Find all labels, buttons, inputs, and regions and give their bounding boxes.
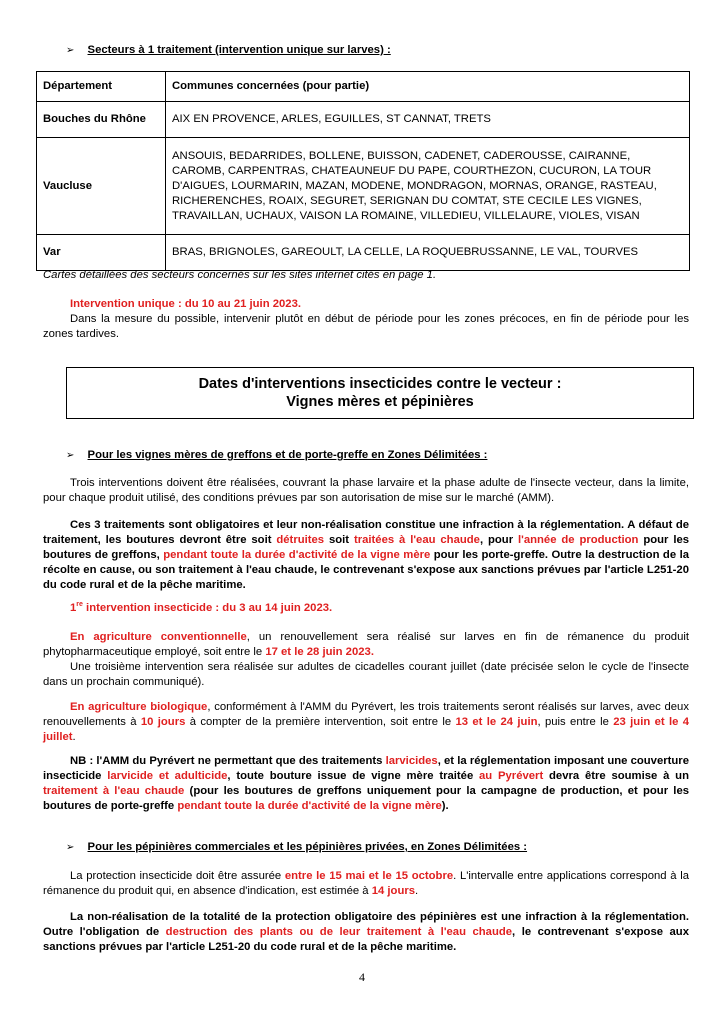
section-heading-3 [66,840,527,855]
table-cell-communes: BRAS, BRIGNOLES, GAREOULT, LA CELLE, LA ROQUEBRUSSANNE, LE VAL, TOURVES [166,235,690,271]
text-run: pour les boutures de greffons, [43,534,690,561]
paragraph-obligations [43,518,689,593]
arrow-bullet-icon: ➢ [66,450,75,461]
paragraph-third-intervention: Une troisième intervention sera réalisée sur adultes de cicadelles courant juillet (date précisée selon le cycle de l'insecte dans un prochain communiqué). [43,661,689,688]
text-run-red: En agriculture conventionnelle [70,631,247,643]
text-run: . [72,731,76,743]
text-run-red: larvicide et adulticide [107,770,228,782]
text-run-red: destruction des plants ou de leur traitement à l'eau chaude [165,926,513,938]
text-run-red: détruites [276,534,325,546]
section-heading-text: Secteurs à 1 traitement (intervention unique sur larves) : [87,44,391,56]
text-run: pour les porte-greffe. Outre la destruction de la récolte en cause, ou son traitement à l'eau chaude, le contrevenant s'expose aux sanctions prévues par l'article L251-20 du code rural et de la pêche maritime. [43,549,689,591]
text-run: (pour les boutures de greffons uniquement pour la campagne de production, et pour les boutures de porte-greffe [43,785,690,812]
text-run: , conformément à l'AMM du Pyrévert, les trois traitements seront réalisés sur larves, avec deux renouvellements à [43,701,689,728]
text-run: , le contrevenant s'expose aux sanctions prévues par l'article L251-20 du code rural et de la pêche maritime. [43,926,689,953]
table-cell-communes: ANSOUIS, BEDARRIDES, BOLLENE, BUISSON, CADENET, CADEROUSSE, CAIRANNE, CAROMB, CARPENTRAS, CHATEAUNEUF DU PAPE, COURTHEZON, CUCURON, LA TOUR D'AIGUES, LOURMARIN, MAZAN, MODENE, MONDRAGON, MORNAS, ORANGE, RASTEAU, RICHERENCHES, ROAIX, SEGURET, SERIGNAN DU COMTAT, STE CECILE LES VIGNES, TRAVAILLAN, UCHAUX, VAISON LA ROMAINE, VILLEDIEU, VILLELAURE, VIOLES, VISAN [166,138,690,235]
table-header-cell: Département [37,72,166,102]
text-run-red: 13 et le 24 juin [455,716,538,728]
arrow-bullet-icon: ➢ [66,45,75,56]
paragraph-nb [43,754,689,814]
text-run: . L'intervalle entre applications correspond à la rémanence du produit qui, en absence d'indication, est estimée à [43,870,689,897]
text-run-red: En agriculture biologique [70,701,208,713]
text-run: ). [441,800,449,812]
text-run: La protection insecticide doit être assurée [70,870,285,882]
section-heading-1 [66,43,391,58]
text-run: , un renouvellement sera réalisé sur larves en fin de rémanence du produit phytopharmaceutique employé, soit entre le [43,631,689,658]
box-title-line: Dates d'interventions insecticides contre le vecteur : [198,376,562,392]
section-heading-2 [66,448,487,463]
text-run: soit [324,534,354,546]
text-run: , pour [479,534,518,546]
table-cell-dept: Bouches du Rhône [37,102,166,138]
text-run: . [415,885,419,897]
text-run: à compter de la première intervention, soit entre le [185,716,456,728]
page-number: 4 [359,970,365,984]
text-run: Ces 3 traitements sont obligatoires et leur non-réalisation constitue une infraction à la réglementation. A défaut de traitement, les boutures devront être soit [43,519,689,546]
text-run-red: 23 juin et le 4 juillet [43,716,690,743]
paragraph-sanctions [43,910,689,955]
text-run: , toute bouture issue de vigne mère traitée [227,770,480,782]
table-header-cell: Communes concernées (pour partie) [166,72,690,102]
paragraph-organic [43,700,689,745]
text-run: 1 [70,602,77,614]
table-row [37,102,690,138]
text-run-red: 10 jours [140,716,186,728]
text-run-red: traitées à l'eau chaude [353,534,480,546]
text-run-red: traitement à l'eau chaude [43,785,185,797]
text-run: , puis entre le [537,716,614,728]
table-header-row [37,72,690,102]
superscript: re [76,601,83,609]
intervention-dates: Intervention unique : du 10 au 21 juin 2023. [70,298,302,310]
paragraph-conventional [43,630,689,660]
table-caption: Cartes détaillées des secteurs concernés sur les sites internet cités en page 1. [43,269,437,281]
table-cell-dept: Vaucluse [37,138,166,235]
text-run-red: pendant toute la durée d'activité de la vigne mère [177,800,442,812]
communes-table [36,71,690,271]
table-row [37,138,690,235]
text-run-red: l'année de production [518,534,639,546]
box-title-line: Vignes mères et pépinières [286,394,474,410]
section-heading-text: Pour les vignes mères de greffons et de porte-greffe en Zones Délimitées : [87,449,488,461]
text-run: NB : l'AMM du Pyrévert ne permettant que des traitements [70,755,386,767]
text-run-red: larvicides [385,755,438,767]
text-run: , et la réglementation imposant une couverture insecticide [43,755,689,782]
table-cell-communes: AIX EN PROVENCE, ARLES, EGUILLES, ST CANNAT, TRETS [166,102,690,138]
text-run-red: pendant toute la durée d'activité de la vigne mère [163,549,431,561]
intervention-note: Dans la mesure du possible, intervenir plutôt en début de période pour les zones précoces, en fin de période pour les zones tardives. [43,313,689,340]
table-cell-dept: Var [37,235,166,271]
text-run-red: au Pyrévert [479,770,544,782]
first-intervention-dates [70,601,332,616]
paragraph-interventions: Trois interventions doivent être réalisées, couvrant la phase larvaire et la phase adulte de l'insecte vecteur, dans la limite, pour chaque produit utilisé, des conditions prévues par son autorisation de mise sur le marché (AMM). [43,477,689,504]
section-title-box [66,367,694,419]
paragraph-protection [43,869,689,899]
text-run: La non-réalisation de la totalité de la protection obligatoire des pépinières est une infraction à la réglementation. Outre l'obligation de [43,911,689,938]
arrow-bullet-icon: ➢ [66,842,75,853]
text-run: devra être soumise à un [543,770,689,782]
text-run-red: entre le 15 mai et le 15 octobre [284,870,454,882]
table-row [37,235,690,271]
text-run-red: 17 et le 28 juin 2023. [265,646,374,658]
text-run: intervention insecticide [82,602,213,614]
section-heading-text: Pour les pépinières commerciales et les pépinières privées, en Zones Délimitées : [87,841,528,853]
text-run-red: 14 jours [371,885,416,897]
text-run: : du 3 au 14 juin 2023. [212,602,333,614]
